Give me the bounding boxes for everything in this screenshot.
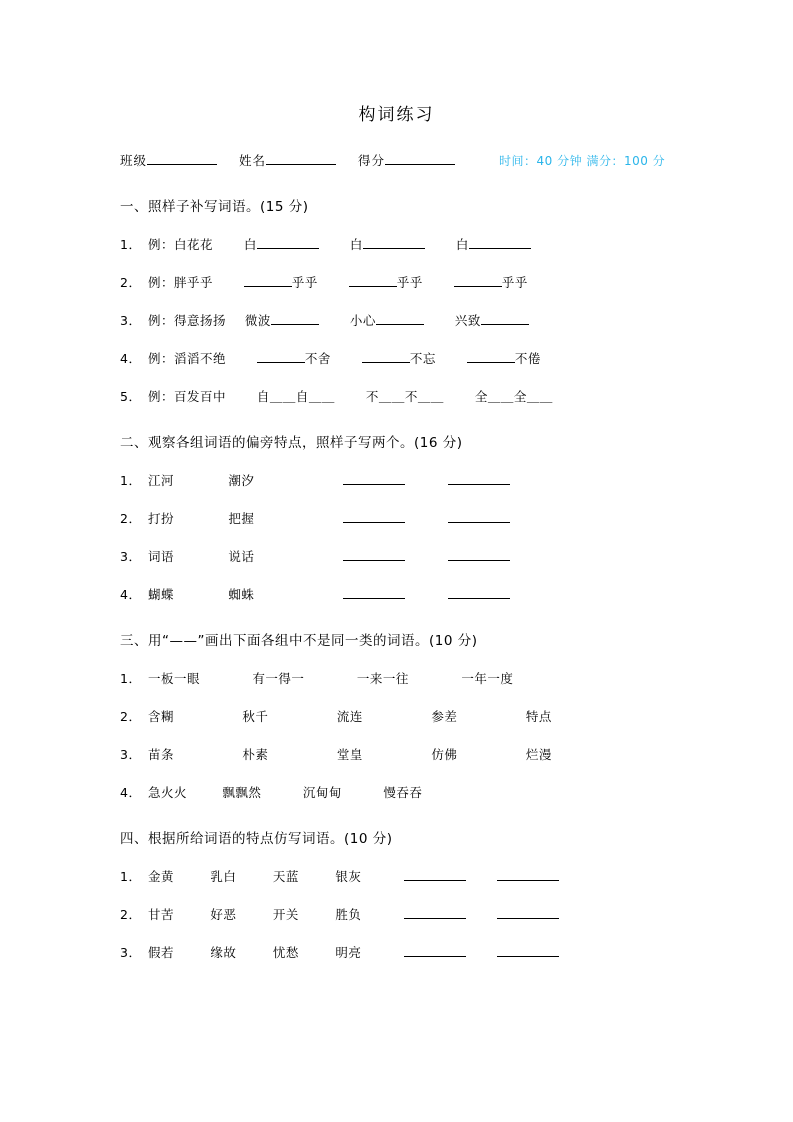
given-word: 说话 <box>228 549 255 564</box>
item-number: 1． <box>120 237 142 252</box>
page-title: 构词练习 <box>358 105 435 125</box>
choice-word[interactable]: 烂漫 <box>525 747 552 762</box>
item-example: 例：百发百中 <box>147 389 226 404</box>
given-word: 忧愁 <box>272 945 299 960</box>
answer-pattern[interactable]: 全＿＿全＿＿ <box>474 389 553 404</box>
answer-prefix: 微波 <box>244 313 271 328</box>
question-1-2 <box>120 273 673 291</box>
item-number: 2． <box>120 275 142 290</box>
choice-word[interactable]: 朴素 <box>242 747 269 762</box>
answer-blank[interactable] <box>448 522 510 523</box>
given-word: 开关 <box>272 907 299 922</box>
answer-blank[interactable] <box>467 362 515 363</box>
given-word: 缘故 <box>210 945 237 960</box>
given-word: 甘苦 <box>147 907 174 922</box>
class-field[interactable] <box>120 151 217 169</box>
answer-blank[interactable] <box>404 956 466 957</box>
answer-prefix: 白 <box>349 237 363 252</box>
score-blank[interactable] <box>385 164 455 165</box>
timing-note: 时间：40 分钟 满分：100 分 <box>499 154 666 168</box>
question-4-1 <box>120 867 673 885</box>
answer-suffix: 不倦 <box>514 351 541 366</box>
answer-suffix: 不舍 <box>304 351 331 366</box>
answer-blank[interactable] <box>404 918 466 919</box>
question-2-1 <box>120 471 673 489</box>
item-number: 2． <box>120 511 142 526</box>
item-number: 1． <box>120 671 142 686</box>
answer-blank[interactable] <box>404 880 466 881</box>
given-word: 乳白 <box>210 869 237 884</box>
name-label: 姓名 <box>239 153 267 168</box>
choice-word[interactable]: 有一得一 <box>252 671 305 686</box>
answer-prefix: 白 <box>243 237 257 252</box>
answer-prefix: 兴致 <box>454 313 481 328</box>
given-word: 打扮 <box>147 511 174 526</box>
answer-blank[interactable] <box>448 484 510 485</box>
choice-word[interactable]: 秋千 <box>242 709 269 724</box>
answer-pattern[interactable]: 自＿＿自＿＿ <box>256 389 335 404</box>
item-number: 2． <box>120 907 142 922</box>
given-word: 银灰 <box>335 869 362 884</box>
answer-blank[interactable] <box>497 918 559 919</box>
given-word: 蝴蝶 <box>147 587 174 602</box>
choice-word[interactable]: 流连 <box>336 709 363 724</box>
item-number: 1． <box>120 473 142 488</box>
choice-word[interactable]: 含糊 <box>147 709 174 724</box>
answer-suffix: 乎乎 <box>291 275 318 290</box>
name-blank[interactable] <box>266 164 336 165</box>
answer-prefix: 白 <box>455 237 469 252</box>
answer-blank[interactable] <box>376 324 424 325</box>
answer-blank[interactable] <box>362 362 410 363</box>
choice-word[interactable]: 沉甸甸 <box>302 785 342 800</box>
answer-blank[interactable] <box>481 324 529 325</box>
meta-row <box>120 151 673 169</box>
given-word: 假若 <box>147 945 174 960</box>
answer-pattern[interactable]: 不＿＿不＿＿ <box>365 389 444 404</box>
score-label: 得分 <box>358 153 386 168</box>
choice-word[interactable]: 仿佛 <box>431 747 458 762</box>
answer-blank[interactable] <box>257 362 305 363</box>
answer-blank[interactable] <box>343 522 405 523</box>
given-word: 江河 <box>147 473 174 488</box>
question-2-2 <box>120 509 673 527</box>
item-example: 例：白花花 <box>147 237 213 252</box>
question-1-3 <box>120 311 673 329</box>
choice-word[interactable]: 一来一往 <box>356 671 409 686</box>
answer-blank[interactable] <box>497 956 559 957</box>
answer-suffix: 乎乎 <box>501 275 528 290</box>
section-heading-1: 一、照样子补写词语。(15 分) <box>120 199 309 215</box>
item-number: 5． <box>120 389 142 404</box>
choice-word[interactable]: 急火火 <box>147 785 187 800</box>
item-example: 例：滔滔不绝 <box>147 351 226 366</box>
answer-blank[interactable] <box>257 248 319 249</box>
item-number: 1． <box>120 869 142 884</box>
item-number: 4． <box>120 587 142 602</box>
answer-blank[interactable] <box>271 324 319 325</box>
answer-blank[interactable] <box>469 248 531 249</box>
answer-blank[interactable] <box>363 248 425 249</box>
item-number: 3． <box>120 549 142 564</box>
section-heading-4: 四、根据所给词语的特点仿写词语。(10 分) <box>120 831 393 847</box>
answer-blank[interactable] <box>343 484 405 485</box>
given-word: 潮汐 <box>228 473 255 488</box>
choice-word[interactable]: 慢吞吞 <box>383 785 423 800</box>
item-number: 2． <box>120 709 142 724</box>
given-word: 好恶 <box>210 907 237 922</box>
choice-word[interactable]: 堂皇 <box>336 747 363 762</box>
choice-word[interactable]: 苗条 <box>147 747 174 762</box>
choice-word[interactable]: 飘飘然 <box>222 785 262 800</box>
question-3-3 <box>120 745 673 763</box>
question-1-1 <box>120 235 673 253</box>
section-heading-3: 三、用“——”画出下面各组中不是同一类的词语。(10 分) <box>120 633 478 649</box>
question-2-4 <box>120 585 673 603</box>
item-number: 3． <box>120 747 142 762</box>
answer-blank[interactable] <box>448 598 510 599</box>
answer-blank[interactable] <box>343 598 405 599</box>
item-number: 3． <box>120 313 142 328</box>
item-example: 例：得意扬扬 <box>147 313 226 328</box>
answer-prefix: 小心 <box>349 313 376 328</box>
given-word: 把握 <box>228 511 255 526</box>
question-3-1 <box>120 669 673 687</box>
question-3-2 <box>120 707 673 725</box>
given-word: 蜘蛛 <box>228 587 255 602</box>
answer-suffix: 不忘 <box>409 351 436 366</box>
answer-blank[interactable] <box>244 286 292 287</box>
answer-suffix: 乎乎 <box>396 275 423 290</box>
given-word: 天蓝 <box>272 869 299 884</box>
choice-word[interactable]: 一年一度 <box>461 671 514 686</box>
class-label: 班级 <box>120 153 148 168</box>
given-word: 明亮 <box>335 945 362 960</box>
item-number: 4． <box>120 351 142 366</box>
score-field[interactable] <box>358 151 455 169</box>
name-field[interactable] <box>239 151 336 169</box>
question-1-4 <box>120 349 673 367</box>
question-1-5 <box>120 387 673 405</box>
answer-blank[interactable] <box>497 880 559 881</box>
question-3-4 <box>120 783 673 801</box>
choice-word[interactable]: 特点 <box>525 709 552 724</box>
answer-blank[interactable] <box>448 560 510 561</box>
answer-blank[interactable] <box>343 560 405 561</box>
question-4-2 <box>120 905 673 923</box>
given-word: 胜负 <box>335 907 362 922</box>
item-number: 4． <box>120 785 142 800</box>
answer-blank[interactable] <box>349 286 397 287</box>
item-example: 例：胖乎乎 <box>147 275 213 290</box>
question-2-3 <box>120 547 673 565</box>
choice-word[interactable]: 参差 <box>431 709 458 724</box>
question-4-3 <box>120 943 673 961</box>
item-number: 3． <box>120 945 142 960</box>
section-heading-2: 二、观察各组词语的偏旁特点，照样子写两个。(16 分) <box>120 435 463 451</box>
class-blank[interactable] <box>147 164 217 165</box>
given-word: 金黄 <box>147 869 174 884</box>
given-word: 词语 <box>147 549 174 564</box>
answer-blank[interactable] <box>454 286 502 287</box>
choice-word[interactable]: 一板一眼 <box>147 671 200 686</box>
